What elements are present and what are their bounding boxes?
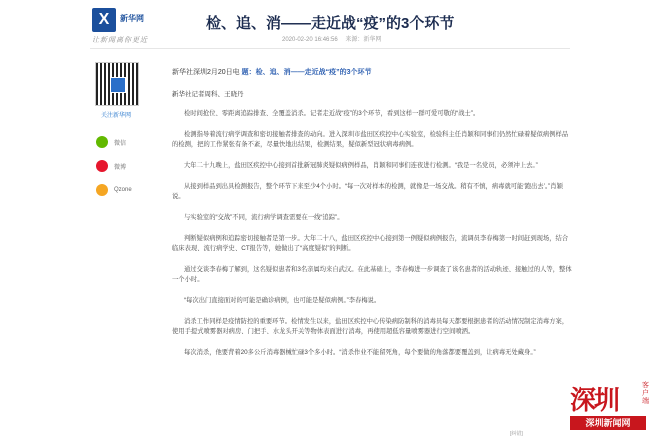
article-paragraph: “每次出门直接面对的可能是确诊病例，也可能是疑似病例。”李春梅说。 bbox=[184, 297, 381, 304]
site-logo[interactable] bbox=[92, 8, 152, 32]
publish-date: 2020-02-20 16:46:56 bbox=[282, 37, 338, 43]
article-paragraph: 大年二十九晚上，盐田区疾控中心接到首批新冠肺炎疑似病例样品，肖颖和同事们连夜进行检测。“我是一名党员，必须冲上去。” bbox=[184, 162, 538, 169]
report-error-link[interactable]: [纠错] bbox=[510, 431, 523, 437]
share-sidebar bbox=[90, 62, 142, 205]
article-paragraph: 从接到样品到出具检测报告，整个环节下来至少4个小时。“每一次对样本的检测，就像是一场交战。稍有不慎，病毒就可能‘跑出去’。”肖颖说。 bbox=[172, 183, 563, 200]
share-qzone-button[interactable] bbox=[90, 181, 142, 199]
article-dateline bbox=[172, 67, 572, 77]
follow-link[interactable]: 关注新华网 bbox=[100, 113, 131, 119]
badge-logo: 深圳 bbox=[570, 385, 619, 415]
share-label: 微信 bbox=[114, 140, 127, 147]
article-paragraph: 通过交谈李春梅了解到，这名疑似患者和3名亲属均来自武汉。在此基础上，李春梅进一步调查了该名患者的活动轨迹、接触过的人等，整体一个小时。 bbox=[172, 266, 572, 283]
site-header bbox=[0, 0, 660, 50]
qzone-icon bbox=[96, 184, 108, 196]
qr-logo-icon bbox=[110, 77, 126, 93]
article-paragraph: 消杀工作同样是疫情防控的重要环节。检情发生以来，盐田区疾控中心传染病防制科的消毒员每天都要根据患者的活动情况制定消毒方案，使用手提式喷雾器对病房、门把手、水龙头开关等物体表面进行消毒，再使用超低容量喷雾器进行空间喷洒。 bbox=[172, 318, 569, 335]
share-list bbox=[90, 133, 142, 199]
article-paragraph: 每次消杀，他要背着20多公斤消毒器械忙碌3个多小时。“消杀作业不能留死角，每个要做的角落都要覆盖到，让病毒无处藏身。” bbox=[184, 349, 536, 356]
article-body bbox=[172, 67, 572, 358]
logo-mark-icon: X bbox=[92, 8, 116, 32]
share-label: Qzone bbox=[114, 187, 132, 193]
badge-site-name: 深圳新闻网 bbox=[570, 416, 646, 430]
header-divider bbox=[90, 48, 570, 49]
share-weibo-button[interactable] bbox=[90, 157, 142, 175]
share-wechat-button[interactable] bbox=[90, 133, 142, 151]
article-paragraph: 与实验室的“交战”不同，流行病学调查需要在一线“追踪”。 bbox=[184, 214, 344, 221]
article-author: 新华社记者周科、王晓丹 bbox=[172, 91, 244, 98]
article-source: 来源：新华网 bbox=[345, 37, 382, 43]
badge-client-label: 客户端 bbox=[642, 382, 649, 405]
site-slogan: 让新闻离你更近 bbox=[92, 37, 148, 44]
logo-name: 新华网 bbox=[120, 14, 144, 23]
weibo-icon bbox=[96, 160, 108, 172]
wechat-icon bbox=[96, 136, 108, 148]
article-meta bbox=[282, 34, 387, 43]
share-label: 微博 bbox=[114, 164, 127, 171]
article-paragraph: 检测指导着流行病学调查和密切接触者排查的动向。进入深圳市盐田区疾控中心实验室，检验科主任肖颖和同事们仍然忙碌着疑似病例样品的检测，把的工作紧张有条不紊，尽量快地出结果，检测结果，疑似新型冠状病毒病例。 bbox=[172, 131, 569, 148]
qr-code-icon bbox=[95, 62, 139, 106]
article-title: 检、追、消——走近战“疫”的3个环节 bbox=[206, 15, 455, 32]
shenzhen-news-badge bbox=[558, 380, 658, 436]
article-paragraph: 判断疑似病例和追踪密切接触者是第一步。大年二十八，盐田区疾控中心接到第一例疑似病例报告，流调员李春梅第一时间赶到现场，结合临床表现、流行病学史、CT报告等，她做出了“高度疑似”的判断。 bbox=[172, 235, 569, 252]
dateline-text: 新华社深圳2月20日电 bbox=[172, 69, 240, 76]
article-paragraph: 检时间抢位、零距离追踪排查、全覆盖消杀。记者走近战“疫”的3个环节，看到这样一群可爱可敬的“战士”。 bbox=[184, 110, 480, 117]
article-headline: 题：检、追、消——走近战“疫”的3个环节 bbox=[241, 69, 372, 76]
